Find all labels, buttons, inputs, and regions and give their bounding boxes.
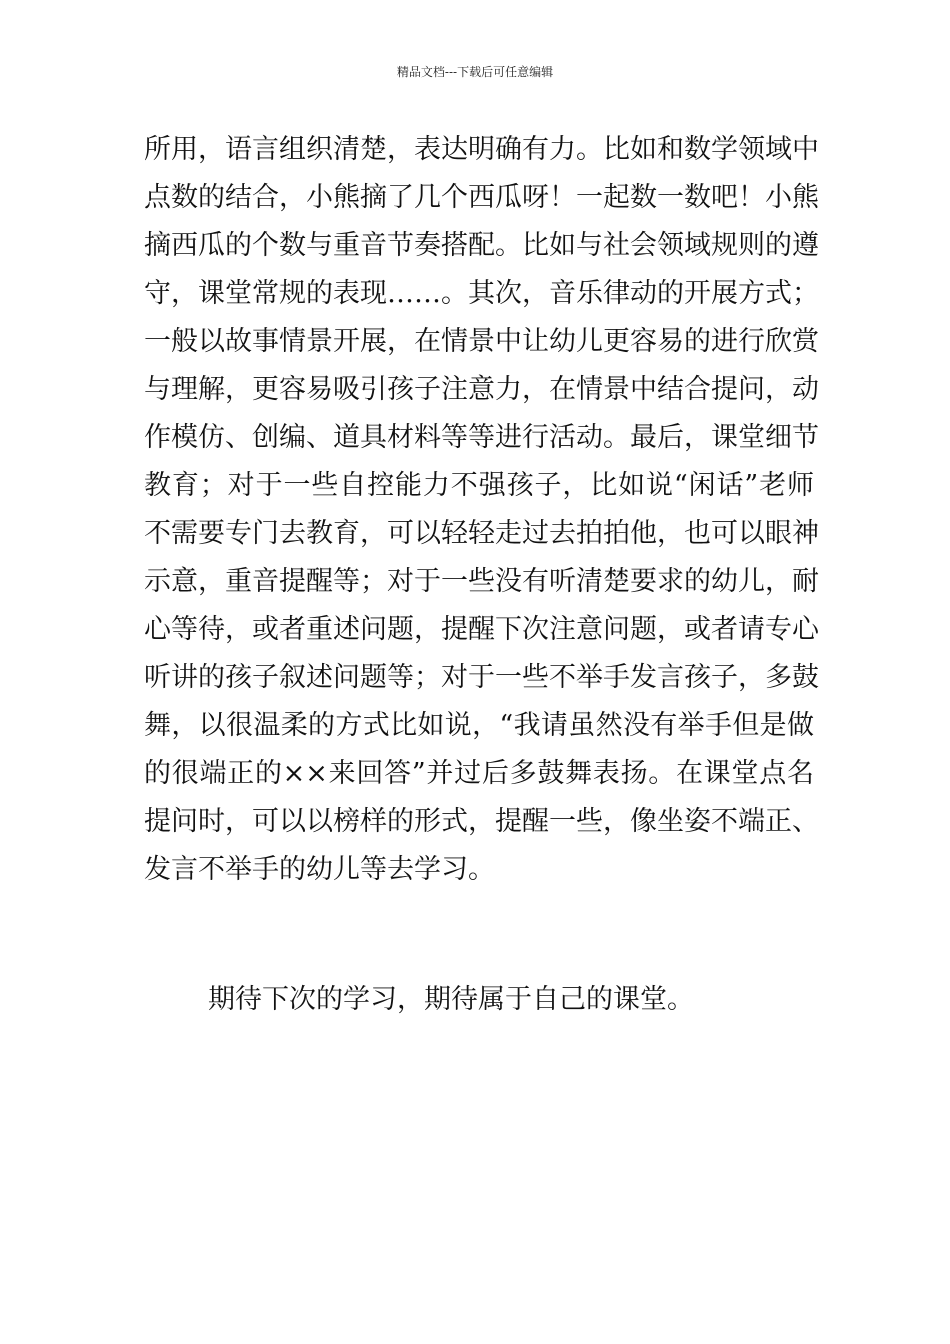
paragraph-line: 提问时，可以以榜样的形式，提醒一些，像坐姿不端正、 bbox=[144, 806, 819, 837]
body-paragraph bbox=[144, 126, 819, 894]
paragraph-line: 点数的结合，小熊摘了几个西瓜呀！一起数一数吧！小熊 bbox=[144, 182, 819, 213]
paragraph-line: 发言不举手的幼儿等去学习。 bbox=[144, 854, 495, 885]
paragraph-line: 作模仿、创编、道具材料等等进行活动。最后，课堂细节 bbox=[144, 422, 819, 453]
closing-sentence: 期待下次的学习，期待属于自己的课堂。 bbox=[208, 984, 694, 1015]
paragraph-line: 守，课堂常规的表现……。其次，音乐律动的开展方式； bbox=[144, 278, 819, 309]
paragraph-line: 教育；对于一些自控能力不强孩子，比如说“闲话”老师 bbox=[144, 470, 814, 501]
page-header: 精品文档---下载后可任意编辑 bbox=[396, 65, 554, 79]
paragraph-line: 一般以故事情景开展，在情景中让幼儿更容易的进行欣赏 bbox=[144, 326, 819, 357]
paragraph-line: 的很端正的××来回答”并过后多鼓舞表扬。在课堂点名 bbox=[144, 758, 814, 789]
paragraph-line: 心等待，或者重述问题，提醒下次注意问题，或者请专心 bbox=[144, 614, 819, 645]
paragraph-line: 摘西瓜的个数与重音节奏搭配。比如与社会领域规则的遵 bbox=[144, 230, 819, 261]
paragraph-line: 听讲的孩子叙述问题等；对于一些不举手发言孩子，多鼓 bbox=[144, 662, 819, 693]
paragraph-line: 示意，重音提醒等；对于一些没有听清楚要求的幼儿，耐 bbox=[144, 566, 819, 597]
paragraph-line: 舞，以很温柔的方式比如说，“我请虽然没有举手但是做 bbox=[144, 710, 814, 741]
paragraph-line: 所用，语言组织清楚，表达明确有力。比如和数学领域中 bbox=[144, 134, 819, 165]
paragraph-line: 与理解，更容易吸引孩子注意力，在情景中结合提问，动 bbox=[144, 374, 819, 405]
paragraph-line: 不需要专门去教育，可以轻轻走过去拍拍他，也可以眼神 bbox=[144, 518, 819, 549]
